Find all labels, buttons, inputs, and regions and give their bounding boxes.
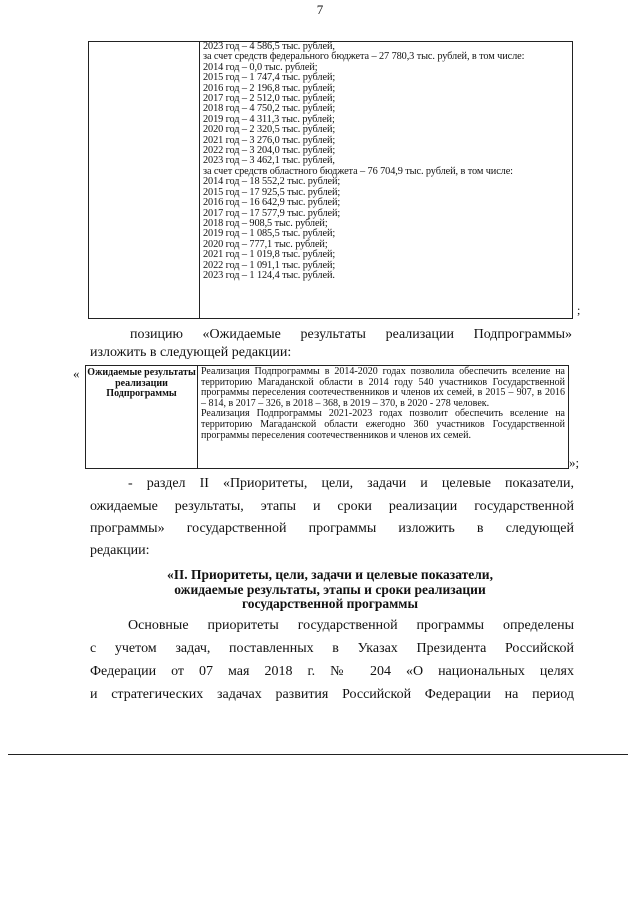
funding-line: 2023 год – 4 586,5 тыс. рублей, [203,41,335,52]
funding-line: 2019 год – 4 311,3 тыс. рублей; [203,113,335,125]
quote-open: « [73,366,80,381]
funding-line: 2019 год – 1 085,5 тыс. рублей; [203,228,336,240]
results-label-cell: Ожидаемые результаты реализации Подпрограммы [86,366,198,468]
section-line: - раздел II «Приоритеты, цели, задачи и целевые показатели, [128,476,574,491]
position-text-line: изложить в следующей редакции: [90,345,292,360]
results-table [85,365,569,469]
funding-table [88,41,573,319]
body-line: с учетом задач, поставленных в Указах Президента Российской [90,641,574,656]
section-line: ожидаемые результаты, этапы и сроки реализации государственной [90,499,574,514]
quote-close: »; [569,455,580,470]
funding-line: 2015 год – 1 747,4 тыс. рублей; [203,72,336,84]
funding-line: 2014 год – 0,0 тыс. рублей; [203,61,318,73]
body-line: Федерации от 07 мая 2018 г. № 204 «О национальных целях [90,664,574,679]
heading-line: ожидаемые результаты, этапы и сроки реализации [174,581,486,597]
funding-line: 2022 год – 3 204,0 тыс. рублей; [203,145,336,157]
funding-line: 2016 год – 16 642,9 тыс. рублей; [203,197,341,209]
results-paragraph: Реализация Подпрограммы в 2014-2020 годах позволила обеспечить вселение на территорию Магаданской области в 2014 году 540 участников Государственной программы переселения соотечественников и членов их семей, в 2015 – 907, в 2016 – 814, в 2017 – 326, в 2018 – 368, в 2019 – 370, в 2020 - 278 человек. [201,366,565,409]
funding-line: 2023 год – 3 462,1 тыс. рублей, [203,155,335,167]
funding-line: за счет средств областного бюджета – 76 704,9 тыс. рублей, в том числе: [203,165,513,177]
funding-line: 2020 год – 2 320,5 тыс. рублей; [203,124,336,136]
results-content-cell [201,367,565,441]
body-line: и стратегических задачах развития Российской Федерации на период [90,687,574,702]
funding-line: 2022 год – 1 091,1 тыс. рублей; [203,259,336,271]
page-number: 7 [316,2,324,17]
funding-line: 2021 год – 1 019,8 тыс. рублей; [203,249,336,261]
heading-line: «II. Приоритеты, цели, задачи и целевые показатели, [167,567,493,582]
funding-line: 2023 год – 1 124,4 тыс. рублей. [203,269,335,281]
funding-line: 2017 год – 17 577,9 тыс. рублей; [203,207,341,219]
footer-rule [8,754,628,755]
results-paragraph: Реализация Подпрограммы 2021-2023 годах позволит обеспечить вселение на территорию Магаданской области ежегодно 360 участников Государственной программы переселения соотечественников и членов их семей. [201,408,565,441]
section-line: редакции: [90,543,150,558]
funding-table-label-cell [89,42,200,318]
funding-line: 2017 год – 2 512,0 тыс. рублей; [203,93,336,105]
heading-line: государственной программы [241,596,419,611]
funding-table-content-cell [203,42,569,281]
funding-line: 2018 год – 4 750,2 тыс. рублей; [203,103,336,115]
funding-line: 2014 год – 18 552,2 тыс. рублей; [203,176,341,188]
body-line: Основные приоритеты государственной программы определены [128,618,574,633]
funding-line: 2015 год – 17 925,5 тыс. рублей; [203,186,341,198]
funding-line: за счет средств федерального бюджета – 27 780,3 тыс. рублей, в том числе: [203,51,525,63]
funding-line: 2016 год – 2 196,8 тыс. рублей; [203,82,336,94]
position-text-line: позицию «Ожидаемые результаты реализации Подпрограммы» [130,327,572,342]
section-line: программы» государственной программы изложить в следующей [90,521,574,536]
funding-line: 2021 год – 3 276,0 тыс. рублей; [203,134,336,146]
funding-line: 2020 год – 777,1 тыс. рублей; [203,238,328,250]
section-heading [120,568,540,612]
table-end-mark: ; [577,303,581,317]
funding-line: 2018 год – 908,5 тыс. рублей; [203,217,328,229]
